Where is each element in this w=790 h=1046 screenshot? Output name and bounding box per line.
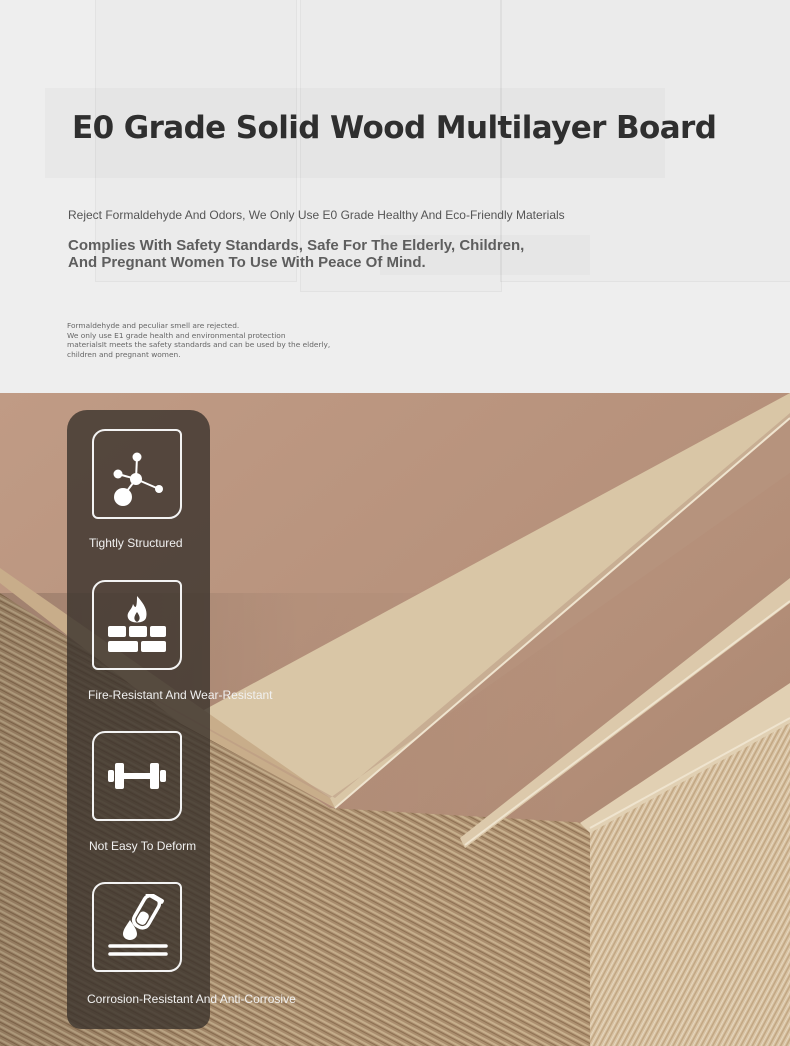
small-print-line: children and pregnant women. — [67, 350, 181, 360]
feature-label: Tightly Structured — [89, 536, 183, 550]
feature-label: Corrosion-Resistant And Anti-Corrosive — [87, 992, 296, 1006]
feature-label: Not Easy To Deform — [89, 839, 197, 853]
page-title: E0 Grade Solid Wood Multilayer Board — [72, 110, 717, 146]
subtitle: Reject Formaldehyde And Odors, We Only Use E0 Grade Healthy And Eco-Friendly Materials — [68, 208, 565, 222]
fire-wall-icon — [92, 580, 182, 670]
feature-label: Fire-Resistant And Wear-Resistant — [88, 688, 273, 702]
small-print-line: materialsIt meets the safety standards and can be used by the elderly, — [67, 340, 331, 350]
description: Complies With Safety Standards, Safe For The Elderly, Children, And Pregnant Women To Use With Peace Of Mind. — [68, 237, 525, 271]
small-print — [67, 321, 367, 360]
dumbbell-icon — [92, 731, 182, 821]
small-print-line: Formaldehyde and peculiar smell are rejected. — [67, 321, 240, 330]
small-print-line: We only use E1 grade health and environmental protection — [67, 330, 286, 340]
molecule-icon — [92, 429, 182, 519]
header-banner — [0, 0, 790, 393]
flask-drop-icon — [92, 882, 182, 972]
